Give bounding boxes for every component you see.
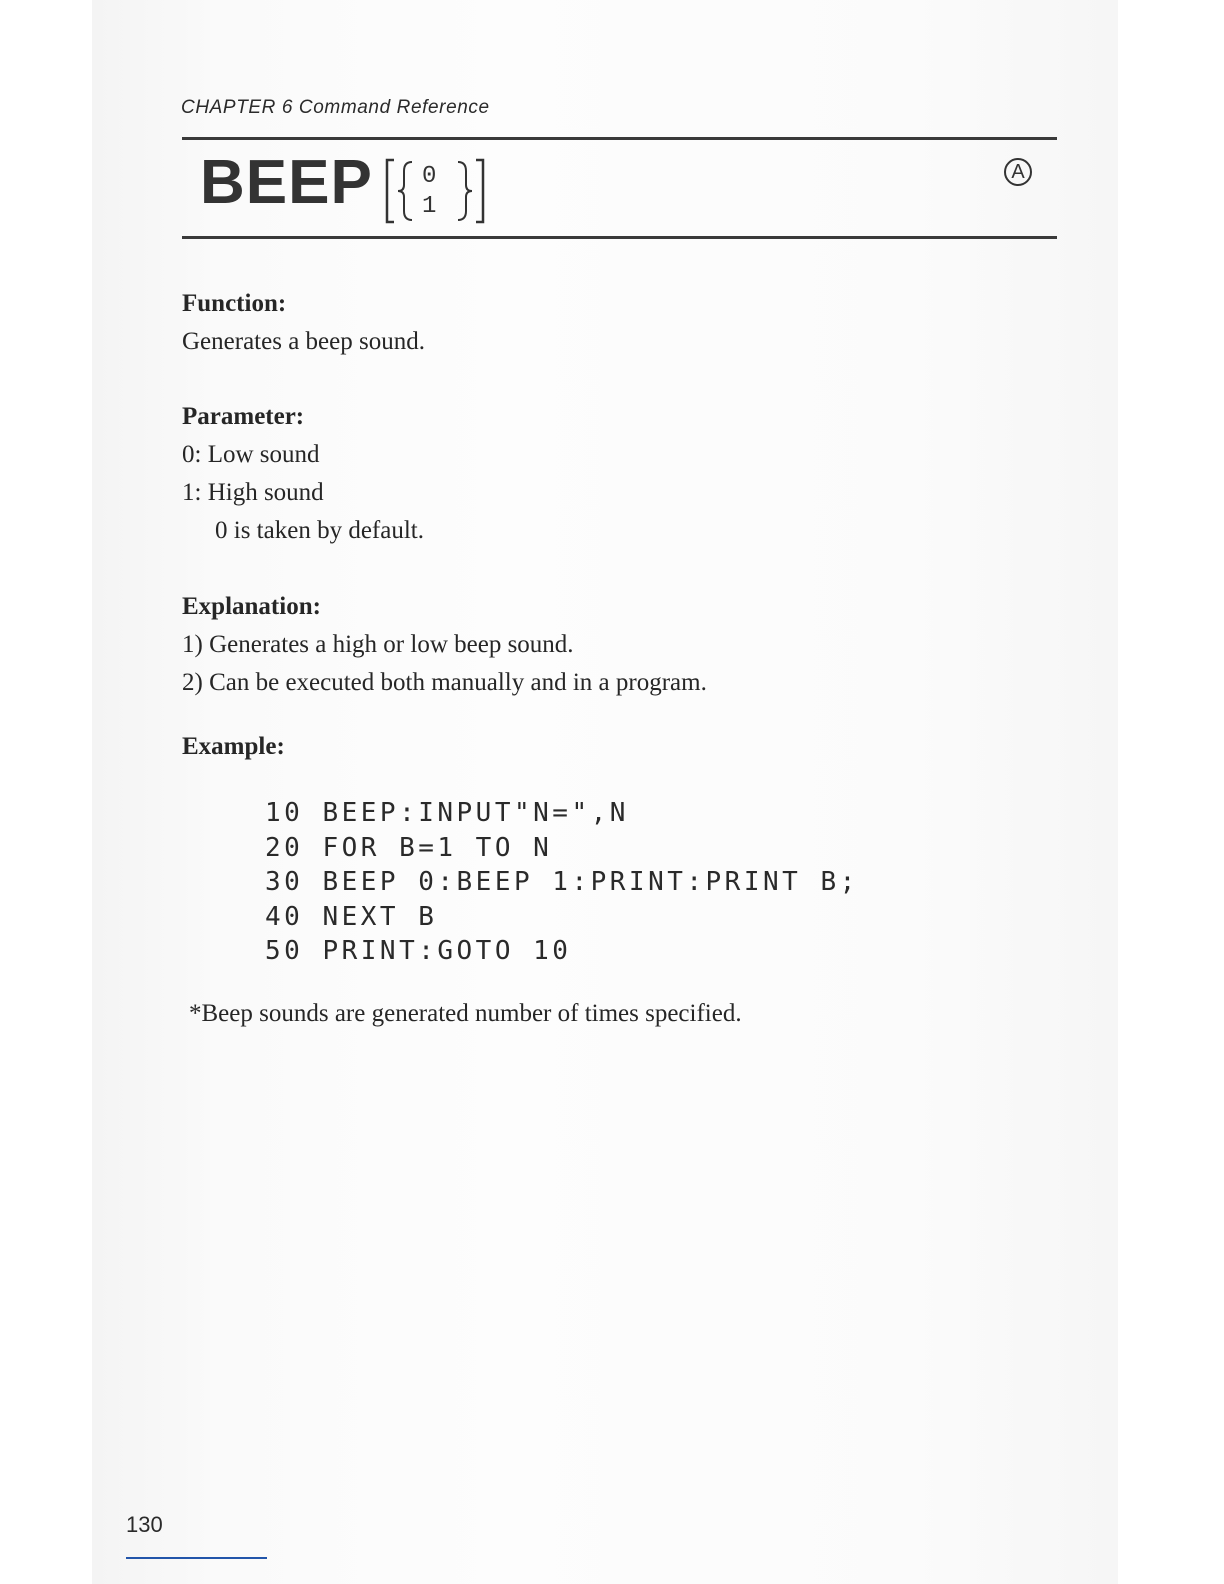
chapter-header: CHAPTER 6 Command Reference	[181, 97, 490, 118]
code-line: 30 BEEP 0:BEEP 1:PRINT:PRINT B;	[265, 867, 859, 897]
command-title: BEEP	[200, 148, 373, 217]
example-section	[182, 728, 1042, 766]
syntax-option-low: 0	[422, 163, 437, 190]
parameter-section	[182, 398, 1042, 550]
syntax-option-high: 1	[422, 193, 437, 220]
title-rule-top	[182, 137, 1057, 140]
explanation-section	[182, 588, 1042, 702]
function-section	[182, 285, 1042, 361]
example-code	[265, 796, 859, 969]
code-line: 40 NEXT B	[265, 901, 438, 932]
parameter-heading: Parameter:	[182, 403, 305, 430]
scan-margin-right	[1118, 0, 1224, 1584]
explanation-item: 1) Generates a high or low beep sound.	[182, 631, 574, 658]
code-line: 10 BEEP:INPUT"N=",N	[265, 798, 629, 828]
mode-badge: A	[1004, 158, 1032, 186]
example-footnote: *Beep sounds are generated number of times specified.	[189, 1000, 742, 1027]
page-number: 130	[126, 1512, 163, 1537]
parameter-default-note: 0 is taken by default.	[215, 517, 424, 544]
parameter-high: 1: High sound	[182, 479, 324, 506]
syntax-options	[382, 157, 488, 225]
title-rule-bottom	[182, 236, 1057, 239]
function-text: Generates a beep sound.	[182, 328, 425, 355]
explanation-heading: Explanation:	[182, 593, 321, 620]
example-heading: Example:	[182, 733, 285, 760]
explanation-item: 2) Can be executed both manually and in a program.	[182, 669, 707, 696]
page-number-underline	[126, 1557, 267, 1559]
function-heading: Function:	[182, 290, 287, 317]
code-line: 20 FOR B=1 TO N	[265, 832, 553, 863]
code-line: 50 PRINT:GOTO 10	[265, 936, 572, 966]
scan-margin-left	[0, 0, 95, 1584]
parameter-low: 0: Low sound	[182, 441, 320, 468]
